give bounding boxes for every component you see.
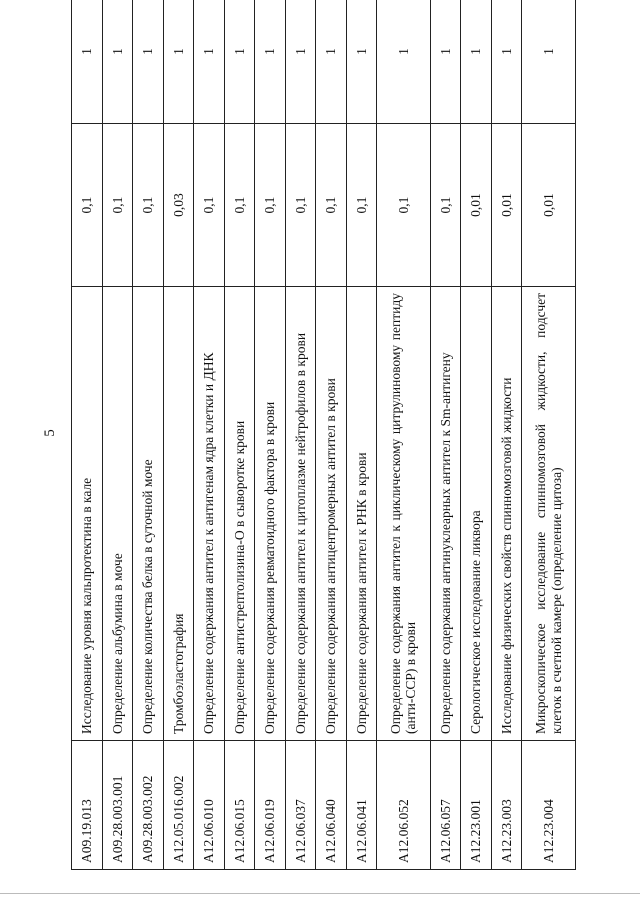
name-cell: Определение антистрептолизина-О в сыворотке крови bbox=[224, 287, 255, 741]
table-row bbox=[224, 0, 255, 870]
name-cell: Определение количества белка в суточной моче bbox=[133, 287, 164, 741]
code-cell: A12.06.040 bbox=[316, 741, 347, 870]
name-cell: Исследование физических свойств спинномозговой жидкости bbox=[491, 287, 522, 741]
multiplicity-cell: 1 bbox=[163, 0, 194, 124]
frequency-cell: 0,1 bbox=[377, 124, 431, 287]
table-row bbox=[133, 0, 164, 870]
multiplicity-cell: 1 bbox=[491, 0, 522, 124]
table-row bbox=[491, 0, 522, 870]
frequency-cell: 0,1 bbox=[102, 124, 133, 287]
name-cell: Определение содержания антител к РНК в крови bbox=[346, 287, 377, 741]
multiplicity-cell: 1 bbox=[316, 0, 347, 124]
name-cell: Определение содержания антинуклеарных антител к Sm-антигену bbox=[430, 287, 461, 741]
table-row bbox=[346, 0, 377, 870]
name-cell: Серологическое исследование ликвора bbox=[461, 287, 492, 741]
code-cell: A12.23.001 bbox=[461, 741, 492, 870]
multiplicity-cell: 1 bbox=[522, 0, 576, 124]
frequency-cell: 0,03 bbox=[163, 124, 194, 287]
table-row bbox=[255, 0, 286, 870]
multiplicity-cell: 1 bbox=[72, 0, 103, 124]
table-row bbox=[377, 0, 431, 870]
multiplicity-cell: 1 bbox=[346, 0, 377, 124]
code-cell: A12.06.037 bbox=[285, 741, 316, 870]
multiplicity-cell: 1 bbox=[194, 0, 225, 124]
multiplicity-cell: 1 bbox=[224, 0, 255, 124]
frequency-cell: 0,01 bbox=[491, 124, 522, 287]
code-cell: A09.28.003.002 bbox=[133, 741, 164, 870]
multiplicity-cell: 1 bbox=[102, 0, 133, 124]
page-number: 5 bbox=[42, 429, 58, 437]
code-cell: A12.05.016.002 bbox=[163, 741, 194, 870]
frequency-cell: 0,01 bbox=[461, 124, 492, 287]
frequency-cell: 0,1 bbox=[346, 124, 377, 287]
multiplicity-cell: 1 bbox=[377, 0, 431, 124]
frequency-cell: 0,1 bbox=[430, 124, 461, 287]
code-cell: A09.19.013 bbox=[72, 741, 103, 870]
multiplicity-cell: 1 bbox=[430, 0, 461, 124]
table-row bbox=[522, 0, 576, 870]
name-cell: Определение содержания ревматоидного фактора в крови bbox=[255, 287, 286, 741]
code-cell: A12.23.004 bbox=[522, 741, 576, 870]
table-row bbox=[72, 0, 103, 870]
table-row bbox=[316, 0, 347, 870]
name-cell: Определение содержания антицентромерных антител в крови bbox=[316, 287, 347, 741]
multiplicity-cell: 1 bbox=[133, 0, 164, 124]
frequency-cell: 0,1 bbox=[285, 124, 316, 287]
services-table bbox=[71, 0, 576, 870]
table-row bbox=[285, 0, 316, 870]
services-table-rotated bbox=[71, 32, 576, 870]
frequency-cell: 0,1 bbox=[194, 124, 225, 287]
code-cell: A12.06.019 bbox=[255, 741, 286, 870]
code-cell: A09.28.003.001 bbox=[102, 741, 133, 870]
name-cell: Микроскопическое исследование спинномозговой жидкости, подсчет клеток в счетной камере (определение цитоза) bbox=[522, 287, 576, 741]
multiplicity-cell: 1 bbox=[255, 0, 286, 124]
frequency-cell: 0,1 bbox=[133, 124, 164, 287]
multiplicity-cell: 1 bbox=[461, 0, 492, 124]
multiplicity-cell: 1 bbox=[285, 0, 316, 124]
name-cell: Исследование уровня кальпротектина в кале bbox=[72, 287, 103, 741]
table-row bbox=[461, 0, 492, 870]
code-cell: A12.06.041 bbox=[346, 741, 377, 870]
table-row bbox=[163, 0, 194, 870]
table-row bbox=[430, 0, 461, 870]
frequency-cell: 0,01 bbox=[522, 124, 576, 287]
code-cell: A12.06.057 bbox=[430, 741, 461, 870]
frequency-cell: 0,1 bbox=[72, 124, 103, 287]
table-body bbox=[72, 0, 576, 870]
frequency-cell: 0,1 bbox=[255, 124, 286, 287]
frequency-cell: 0,1 bbox=[224, 124, 255, 287]
code-cell: A12.06.052 bbox=[377, 741, 431, 870]
code-cell: A12.06.010 bbox=[194, 741, 225, 870]
name-cell: Тромбоэластография bbox=[163, 287, 194, 741]
frequency-cell: 0,1 bbox=[316, 124, 347, 287]
name-cell: Определение альбумина в моче bbox=[102, 287, 133, 741]
name-cell: Определение содержания антител к циклическому цитрулиновому пептиду (анти-CCP) в крови bbox=[377, 287, 431, 741]
code-cell: A12.06.015 bbox=[224, 741, 255, 870]
code-cell: A12.23.003 bbox=[491, 741, 522, 870]
table-row bbox=[102, 0, 133, 870]
scan-edge-line bbox=[0, 893, 640, 894]
name-cell: Определение содержания антител к антигенам ядра клетки и ДНК bbox=[194, 287, 225, 741]
name-cell: Определение содержания антител к цитоплазме нейтрофилов в крови bbox=[285, 287, 316, 741]
table-row bbox=[194, 0, 225, 870]
